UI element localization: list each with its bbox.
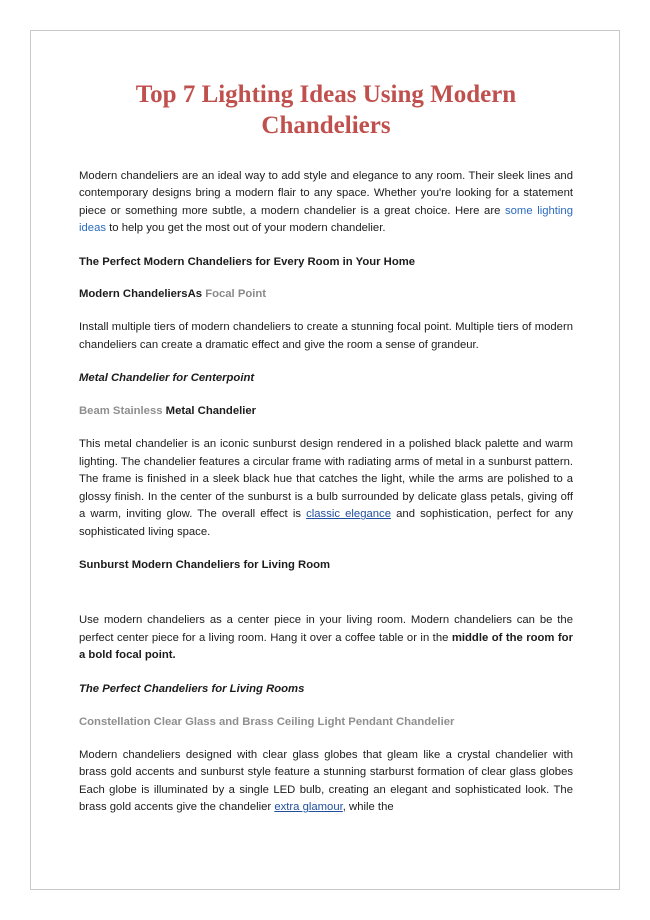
classic-elegance-link[interactable]: classic elegance — [306, 508, 391, 521]
section-heading-sunburst-living-room: Sunburst Modern Chandeliers for Living Room — [79, 559, 331, 572]
document-content — [79, 79, 573, 833]
paragraph-sunburst — [79, 436, 573, 541]
page-title: Top 7 Lighting Ideas Using Modern Chandeliers — [135, 81, 517, 140]
section-heading-focal-point — [79, 286, 573, 303]
page-sheet — [30, 30, 620, 890]
paragraph-intro — [79, 168, 573, 238]
text-segment: This metal chandelier is an iconic sunburst design rendered in a polished black palette and warm lighting. The chandelier features a circular frame with radiating arms of metal in a sunburst pattern. The frame is finished in a sleek black hue that catches the light, while the arms are polished to a glossy finish. In the center of the sunburst is a bulb surrounded by delicate glass petals, giving off a warm, inviting glow. The overall effect is — [79, 438, 573, 521]
extra-glamour-link[interactable]: extra glamour — [274, 801, 343, 814]
text-segment-bold: middle of the room for a bold focal point. — [79, 631, 573, 662]
text-segment: to help you get the most out of your modern chandelier. — [106, 222, 386, 234]
heading-segment-grey: Beam Stainless — [79, 405, 166, 418]
heading-segment-dark: Modern ChandeliersAs — [79, 288, 206, 301]
heading-segment-dark: Metal Chandelier — [165, 405, 257, 418]
text-segment: Modern chandeliers are an ideal way to add style and elegance to any room. Their sleek lines and contemporary designs bring a modern flair to any space. Whether you're looking for a statement piece or something more subtle, a modern chandelier is a great choice. Here are — [79, 169, 573, 217]
text-segment: , while the — [342, 801, 394, 814]
spacer — [79, 590, 573, 612]
section-heading-beam-stainless — [79, 403, 573, 420]
lighting-ideas-link[interactable]: some lighting ideas — [79, 204, 573, 234]
text-segment: Use modern chandeliers as a center piece in your living room. Modern chandeliers can be the perfect center piece for a living room. Hang it over a coffee table or in the — [79, 614, 573, 644]
section-heading-constellation: Constellation Clear Glass and Brass Ceiling Light Pendant Chandelier — [79, 715, 455, 728]
text-segment: and sophistication, perfect for any sophisticated living space. — [79, 508, 574, 538]
paragraph-center-piece — [79, 612, 573, 665]
section-heading-perfect-modern-chandeliers: The Perfect Modern Chandeliers for Every Room in Your Home — [79, 255, 416, 268]
text-segment: Modern chandeliers designed with clear glass globes that gleam like a crystal chandelier with brass gold accents and sunburst style feature a stunning starburst formation of clear glass globes Each globe is illuminated by a single LED bulb, creating an elegant and sophisticated look. The brass gold accents give the chandelier — [79, 748, 573, 814]
paragraph-tiers: Install multiple tiers of modern chandeliers to create a stunning focal point. Multiple tiers of modern chandeliers can create a dramatic effect and give the room a sense of grandeur. — [79, 321, 573, 351]
section-heading-metal-chandelier: Metal Chandelier for Centerpoint — [79, 372, 255, 385]
section-heading-perfect-living-rooms: The Perfect Chandeliers for Living Rooms — [79, 682, 305, 695]
heading-segment-grey: Focal Point — [205, 288, 267, 301]
paragraph-clear-glass — [79, 747, 573, 817]
